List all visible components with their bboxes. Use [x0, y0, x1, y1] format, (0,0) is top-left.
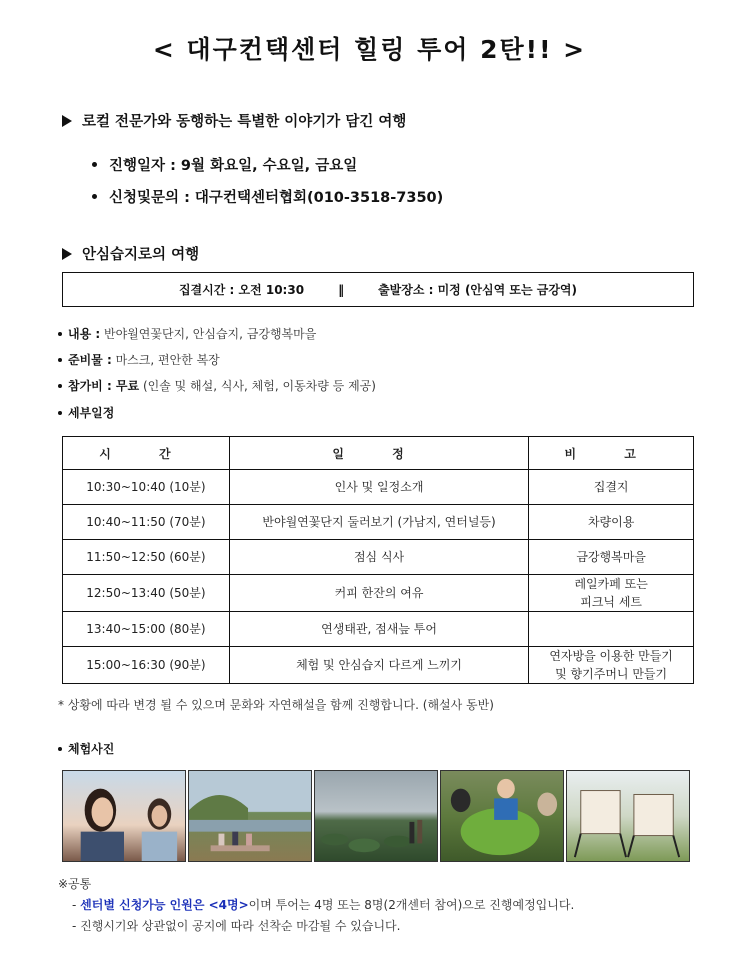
bullet-icon	[92, 194, 97, 199]
bullet-icon	[58, 411, 62, 415]
photos-label: 체험사진	[68, 742, 115, 756]
cell-note-line2: 및 향기주머니 만들기	[555, 667, 668, 681]
table-row	[63, 575, 694, 612]
detail-schedule-label	[58, 404, 114, 421]
intro-item-date	[92, 154, 357, 175]
cell-note-line1: 차량이용	[587, 515, 635, 529]
cell-time: 12:50~13:40 (50분)	[63, 575, 230, 612]
cell-note	[529, 647, 694, 684]
bullet-icon	[58, 747, 62, 751]
gather-time: 집결시간 : 오전 10:30	[178, 283, 305, 297]
cell-note-line1: 연자방을 이용한 만들기	[549, 649, 673, 663]
schedule-table	[62, 436, 694, 684]
cell-note-line1: 금강행복마을	[576, 550, 646, 564]
content-value: 반야월연꽃단지, 안심습지, 금강행복마을	[104, 327, 317, 341]
photo-lotus-field	[314, 770, 438, 862]
bullet-icon	[58, 332, 62, 336]
cell-note-line2: 피크닉 세트	[580, 595, 643, 609]
cell-plan: 반야월연꽃단지 둘러보기 (가남지, 연터널등)	[229, 505, 528, 540]
cell-time: 10:30~10:40 (10분)	[63, 470, 230, 505]
schedule-label: 세부일정	[68, 406, 115, 420]
content-label: 내용 :	[68, 327, 101, 341]
intro-item-contact	[92, 186, 443, 207]
detail-content	[58, 325, 316, 342]
fee-value: (인솔 및 해설, 식사, 체험, 이동차량 등 제공)	[142, 379, 376, 393]
gather-separator: ‖	[338, 282, 345, 297]
cell-time: 10:40~11:50 (70분)	[63, 505, 230, 540]
header-note: 비 고	[529, 437, 694, 470]
bullet-icon	[92, 162, 97, 167]
cell-time: 15:00~16:30 (90분)	[63, 647, 230, 684]
schedule-note: * 상황에 따라 변경 될 수 있으며 문화와 자연해설을 함께 진행합니다. (해설사 동반)	[58, 698, 494, 712]
footer-line2: - 진행시기와 상관없이 공지에 따라 선착순 마감될 수 있습니다.	[72, 919, 401, 933]
cell-plan: 커피 한잔의 여유	[229, 575, 528, 612]
detail-fee	[58, 377, 376, 394]
intro-item-date-text: 진행일자 : 9월 화요일, 수요일, 금요일	[109, 158, 358, 174]
intro-heading	[62, 110, 406, 131]
cell-note	[529, 575, 694, 612]
prep-label: 준비물 :	[68, 353, 112, 367]
cell-note	[529, 470, 694, 505]
cell-note	[529, 505, 694, 540]
cell-time: 13:40~15:00 (80분)	[63, 612, 230, 647]
photo-strip	[62, 770, 690, 862]
triangle-bullet-icon	[62, 248, 72, 260]
photo-women-outdoors	[62, 770, 186, 862]
cell-plan: 체험 및 안심습지 다르게 느끼기	[229, 647, 528, 684]
prep-value: 마스크, 편안한 복장	[115, 353, 220, 367]
bullet-icon	[58, 384, 62, 388]
intro-headline: 로컬 전문가와 동행하는 특별한 이야기가 담긴 여행	[82, 114, 407, 130]
footer-line1	[72, 896, 574, 913]
triangle-bullet-icon	[62, 115, 72, 127]
detail-prep	[58, 351, 220, 368]
cell-plan: 연생태관, 점새늪 투어	[229, 612, 528, 647]
cell-time: 11:50~12:50 (60분)	[63, 540, 230, 575]
photo-picnic-lakeside	[188, 770, 312, 862]
cell-note	[529, 612, 694, 647]
table-header-row	[63, 437, 694, 470]
header-time: 시 간	[63, 437, 230, 470]
photo-lotus-leaf-activity	[440, 770, 564, 862]
bullet-icon	[58, 358, 62, 362]
photos-heading	[58, 740, 114, 757]
table-row	[63, 505, 694, 540]
depart-place: 출발장소 : 미정 (안심역 또는 금강역)	[378, 283, 578, 297]
tour-headline: 안심습지로의 여행	[82, 247, 200, 263]
table-row	[63, 540, 694, 575]
footer-highlight: 센터별 신청가능 인원은 <4명>	[80, 898, 249, 912]
footer-common: ※공통	[58, 877, 92, 891]
gather-info-box	[62, 272, 694, 307]
cell-plan: 인사 및 일정소개	[229, 470, 528, 505]
table-row	[63, 647, 694, 684]
table-row	[63, 612, 694, 647]
cell-note	[529, 540, 694, 575]
intro-item-contact-text: 신청및문의 : 대구컨택센터협회(010-3518-7350)	[109, 190, 444, 206]
tour-heading	[62, 243, 199, 264]
table-row	[63, 470, 694, 505]
page-title: < 대구컨택센터 힐링 투어 2탄!! >	[152, 35, 587, 64]
fee-label: 참가비 : 무료	[68, 379, 140, 393]
photo-picnic-chairs	[566, 770, 690, 862]
footer-line1-prefix: -	[72, 898, 81, 912]
cell-note-line1: 레일카페 또는	[574, 577, 648, 591]
footer-line1-rest: 이며 투어는 4명 또는 8명(2개센터 참여)으로 진행예정입니다.	[248, 898, 575, 912]
cell-note-line1: 집결지	[593, 480, 629, 494]
cell-plan: 점심 식사	[229, 540, 528, 575]
header-plan: 일 정	[229, 437, 528, 470]
